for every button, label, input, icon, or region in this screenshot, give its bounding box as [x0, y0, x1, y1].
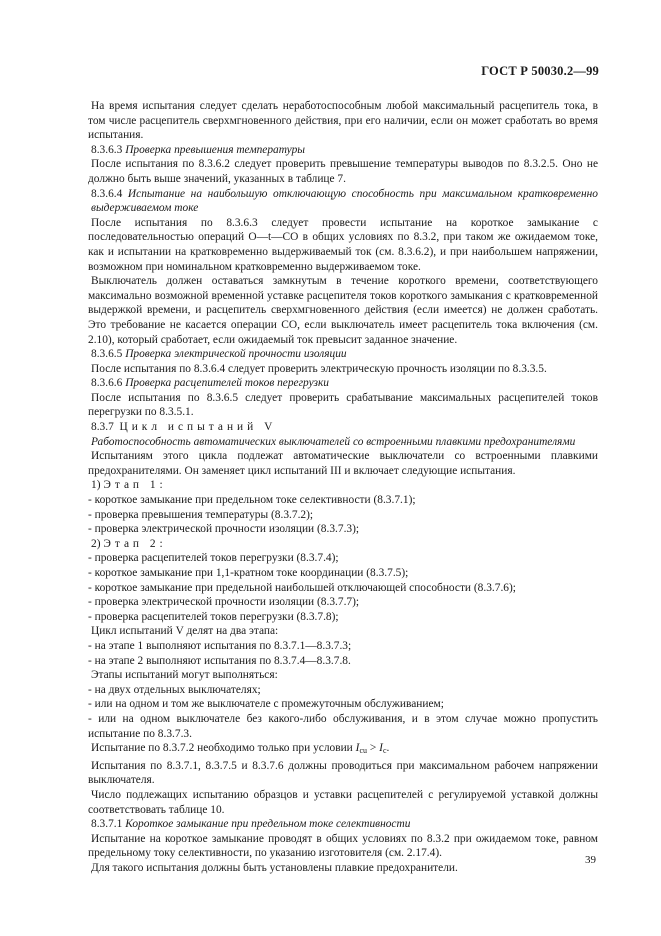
section-number: 8.3.6.4 — [91, 187, 123, 200]
page-number: 39 — [585, 854, 596, 866]
section-subtitle: Работоспособность автоматических выключателей со встроенными плавкими предохранителями — [91, 435, 576, 448]
list-item: - на двух отдельных выключателях; — [88, 683, 261, 696]
paragraph: Испытания по 8.3.7.1, 8.3.7.5 и 8.3.7.6 должны проводиться при максимальном рабочем напряжении выключателя. — [88, 759, 598, 787]
section-title: Проверка электрической прочности изоляции — [125, 348, 347, 361]
section-heading-8-3-6-6 — [88, 376, 598, 391]
stage-number: 2) — [91, 537, 101, 550]
section-title: Проверка расцепителей токов перегрузки — [125, 377, 329, 390]
section-title: Короткое замыкание при предельном токе селективности — [125, 818, 411, 831]
formula-end: . — [386, 742, 390, 755]
paragraph: После испытания по 8.3.6.4 следует проверить электрическую прочность изоляции по 8.3.3.5. — [91, 362, 547, 375]
section-heading-8-3-7 — [88, 420, 598, 435]
stage-heading-2 — [88, 537, 598, 552]
stage-label: Этап 2: — [103, 537, 167, 550]
paragraph: Для такого испытания должны быть установлены плавкие предохранители. — [91, 861, 458, 874]
section-title: Проверка превышения температуры — [125, 143, 306, 156]
paragraph: На время испытания следует сделать неработоспособным любой максимальный расцепитель тока, в том числе расцепитель сверхмгновенного действия, при его наличии, если он может сработать во время испытания. — [88, 100, 598, 142]
list-item: - или на одном и том же выключателе с промежуточным обслуживанием; — [88, 698, 444, 711]
section-heading-8-3-6-3 — [88, 143, 598, 158]
formula-subscript: cu — [359, 746, 367, 756]
list-item: - проверка электрической прочности изоляции (8.3.7.7); — [88, 596, 360, 609]
list-item: - на этапе 2 выполняют испытания по 8.3.7.4—8.3.7.8. — [88, 654, 351, 667]
formula-operator: > — [369, 742, 377, 755]
paragraph: Этапы испытаний могут выполняться: — [91, 669, 278, 682]
section-title: Цикл испытаний V — [119, 421, 277, 434]
paragraph: Выключатель должен оставаться замкнутым в течение короткого времени, соответствующего максимально возможной временной уставке расцепителя токов короткого замыкания с кратковременной выдержкой времени, и расцепитель сверхмгновенного действия (если имеется) не должен сработать. Это требование не касается операции СО, если выключатель имеет расцепитель тока включения (см. 2.10), который сработает, если ожидаемый ток превысит заданное значение. — [88, 275, 598, 346]
list-item: - проверка расцепителей токов перегрузки (8.3.7.4); — [88, 552, 339, 565]
paragraph: Цикл испытаний V делят на два этапа: — [91, 625, 279, 638]
list-item: - короткое замыкание при предельной наибольшей отключающей способности (8.3.7.6); — [88, 581, 516, 594]
list-item: - проверка расцепителей токов перегрузки (8.3.7.8); — [88, 610, 339, 623]
section-number: 8.3.6.6 — [91, 377, 123, 390]
list-item: - проверка электрической прочности изоляции (8.3.7.3); — [88, 523, 360, 536]
section-number: 8.3.7.1 — [91, 818, 123, 831]
paragraph: После испытания по 8.3.6.2 следует проверить превышение температуры выводов по 8.3.2.5. Оно не должно быть выше значений, указанных в таблице 7. — [88, 158, 598, 185]
section-title: Испытание на наибольшую отключающую способность при максимальном кратковременно выдерживаемом токе — [91, 187, 598, 215]
section-heading-8-3-6-5 — [88, 347, 598, 362]
formula-symbol: I — [379, 742, 383, 755]
section-heading-8-3-7-1 — [88, 817, 598, 832]
document-header: ГОСТ Р 50030.2—99 — [481, 64, 599, 78]
paragraph: Число подлежащих испытанию образцов и уставки расцепителей с регулируемой уставкой должны соответствовать таблице 10. — [88, 788, 598, 816]
stage-label: Этап 1: — [103, 479, 167, 492]
condition-text: Испытание по 8.3.7.2 необходимо только при условии — [91, 742, 353, 755]
formula-symbol: I — [355, 742, 360, 755]
section-number: 8.3.6.3 — [91, 143, 123, 156]
paragraph: После испытания по 8.3.6.3 следует провести испытание на короткое замыкание с последовательностью операций О—t—CO в общих условиях по 8.3.2, при таком же ожидаемом токе, как и испытании на кратковременно выдерживаемый ток (см. 8.3.6.2), и при наибольшем напряжении, возможном при номинальном кратковременно выдерживаемом токе. — [88, 216, 598, 273]
formula-subscript: c — [382, 746, 387, 756]
formula — [356, 742, 390, 754]
stage-number: 1) — [91, 479, 101, 492]
list-item: - короткое замыкание при предельном токе селективности (8.3.7.1); — [88, 494, 416, 507]
list-item: - проверка превышения температуры (8.3.7.2); — [88, 508, 314, 521]
list-item: - или на одном выключателе без какого-либо обслуживания, и в этом случае можно пропустить испытание по 8.3.7.3. — [88, 712, 598, 740]
list-item: - на этапе 1 выполняют испытания по 8.3.7.1—8.3.7.3; — [88, 639, 352, 652]
list-item: - короткое замыкание при 1,1-кратном токе координации (8.3.7.5); — [88, 567, 409, 579]
section-number: 8.3.7 — [91, 421, 114, 434]
paragraph: После испытания по 8.3.6.5 следует проверить срабатывание максимальных расцепителей токов перегрузки по 8.3.5.1. — [88, 391, 598, 419]
section-number: 8.3.6.5 — [91, 348, 123, 361]
stage-heading-1 — [88, 478, 598, 493]
paragraph: Испытание на короткое замыкание проводят в общих условиях по 8.3.2 при ожидаемом токе, равном предельному току селективности, по указанию изготовителя (см. 2.17.4). — [88, 832, 598, 860]
condition-paragraph — [88, 741, 598, 759]
paragraph: Испытаниям этого цикла подлежат автоматические выключатели со встроенными плавкими предохранителями. Он заменяет цикл испытаний III и включает следующие испытания. — [88, 450, 598, 477]
document-body — [88, 99, 598, 875]
section-heading-8-3-6-4 — [88, 187, 598, 216]
